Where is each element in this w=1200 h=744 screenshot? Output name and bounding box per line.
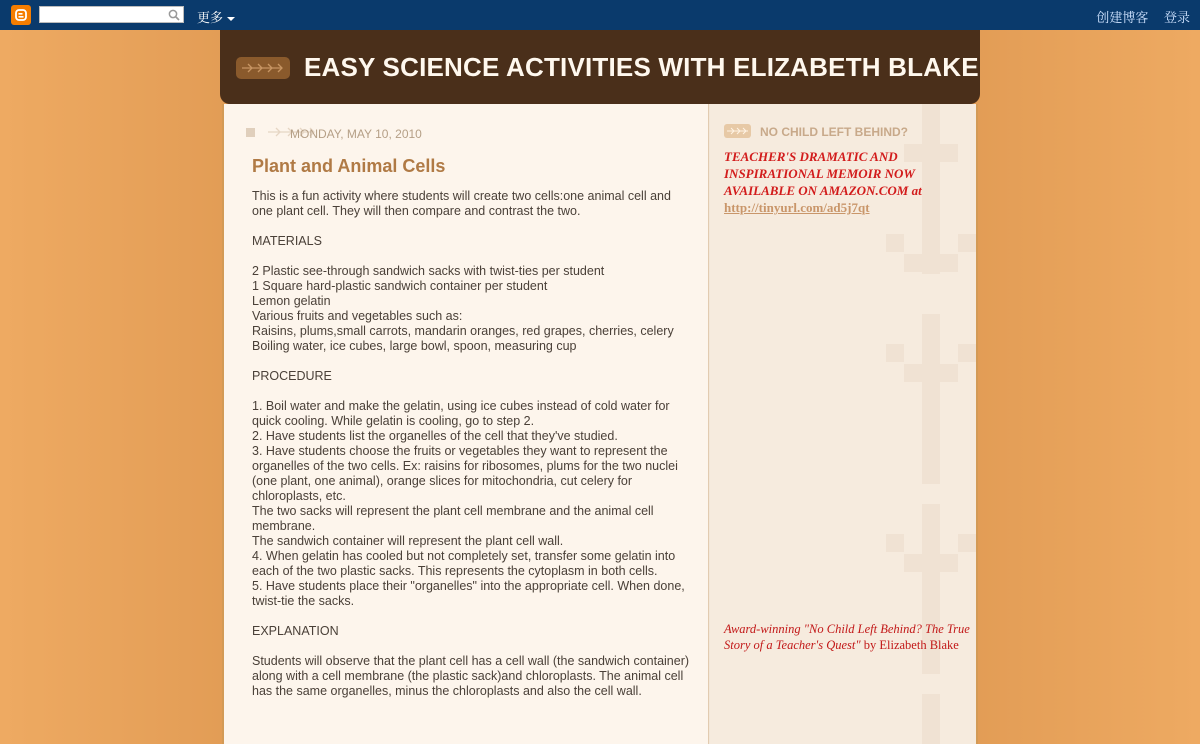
- blogger-logo-icon[interactable]: [11, 5, 31, 25]
- post-paragraph: PROCEDURE: [252, 369, 332, 383]
- award-text: [724, 621, 970, 653]
- login-link[interactable]: 登录: [1163, 10, 1190, 25]
- search-input[interactable]: [39, 6, 184, 23]
- post-paragraph: This is a fun activity where students will create two cells:one animal cell and one plant cell. They will then compare and contrast the two.: [252, 189, 671, 218]
- search-icon[interactable]: [168, 9, 180, 21]
- post-paragraph: EXPLANATION: [252, 624, 339, 638]
- award-author: by Elizabeth Blake: [860, 638, 959, 652]
- post-title[interactable]: Plant and Animal Cells: [252, 156, 446, 176]
- more-menu-label: 更多: [197, 10, 224, 25]
- amazon-link[interactable]: http://tinyurl.com/ad5j7qt: [724, 200, 870, 215]
- main-column: [224, 104, 709, 744]
- post-body: [252, 189, 692, 714]
- content-wrapper: [222, 104, 978, 744]
- sidebar: [710, 104, 976, 744]
- arrows-badge-icon: [724, 124, 751, 138]
- more-menu[interactable]: [197, 7, 235, 26]
- post-paragraph: 2 Plastic see-through sandwich sacks with twist-ties per student 1 Square hard-plastic sandwich container per student Lemon gelatin Various fruits and vegetables such as: Raisins, plums,small carrots, mandarin oranges, red grapes, cherries, celery Boiling water, ice cubes, large bowl, spoon, measuring cup: [252, 264, 674, 353]
- post-paragraph: MATERIALS: [252, 234, 322, 248]
- award-book-title: "No Child Left Behind? The True Story of a Teacher's Quest": [724, 622, 970, 652]
- chevron-down-icon: [227, 17, 235, 21]
- nav-right-links: [1084, 7, 1190, 26]
- sidebar-heading: NO CHILD LEFT BEHIND?: [760, 125, 908, 139]
- create-blog-link[interactable]: 创建博客: [1096, 10, 1149, 25]
- post-date: MONDAY, MAY 10, 2010: [290, 127, 422, 141]
- blogger-navbar: [0, 0, 1200, 30]
- blog-title[interactable]: EASY SCIENCE ACTIVITIES WITH ELIZABETH BLAKE: [304, 52, 979, 82]
- arrows-badge-icon: [236, 57, 290, 79]
- award-prefix: Award-winning: [724, 622, 804, 636]
- square-bullet-icon: [246, 128, 255, 137]
- post-paragraph: Students will observe that the plant cell has a cell wall (the sandwich container) along with a cell membrane (the plastic sack)and chloroplasts. The animal cell has the same organelles, minus the chloroplasts and also the cell wall.: [252, 654, 690, 698]
- post-paragraph: 1. Boil water and make the gelatin, using ice cubes instead of cold water for quick cooling. While gelatin is cooling, go to step 2. 2. Have students list the organelles of the cell that they've studied. 3. Have students choose the fruits or vegetables they want to represent the organelles of the two cells. Ex: raisins for ribosomes, plums for the two nuclei (one plant, one animal), orange slices for mitochondria, cut celery for chloroplasts, etc. The two sacks will represent the plant cell membrane and the animal cell membrane. The sandwich container will represent the plant cell wall. 4. When gelatin has cooled but not completely set, transfer some gelatin into each of the two plastic sacks. This represents the cytoplasm in both cells. 5. Have students place their "organelles" into the appropriate cell. When done, twist-tie the sacks.: [252, 399, 685, 608]
- memoir-promo-text: TEACHER'S DRAMATIC AND INSPIRATIONAL MEMOIR NOW AVAILABLE ON AMAZON.COM at: [724, 149, 922, 198]
- blog-header: [220, 30, 980, 104]
